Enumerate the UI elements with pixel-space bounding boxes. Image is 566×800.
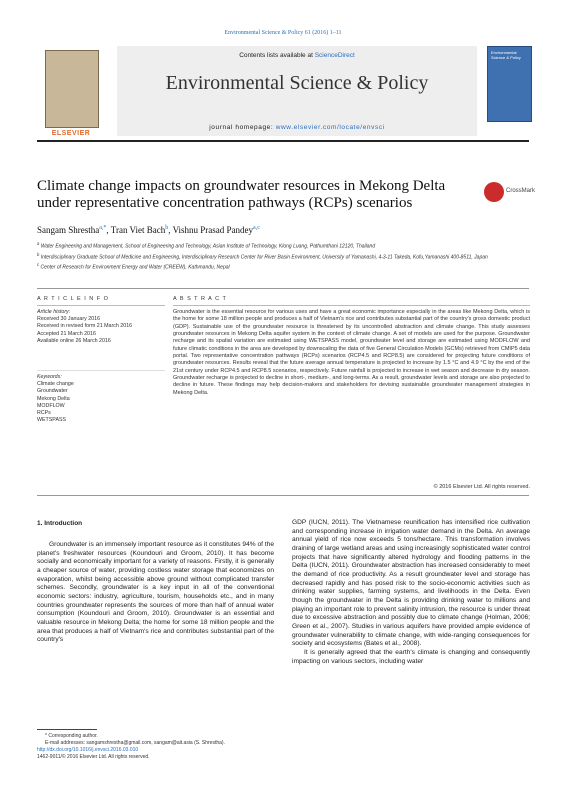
crossmark-icon xyxy=(484,182,504,202)
keyword: Mekong Delta xyxy=(37,395,70,402)
history-item: Accepted 21 March 2016 xyxy=(37,330,96,337)
homepage-line xyxy=(117,124,477,131)
publisher-logo-text: ELSEVIER xyxy=(51,130,91,137)
homepage-prefix: journal homepage: xyxy=(209,124,276,131)
section-divider xyxy=(37,288,529,289)
doi-link[interactable]: http://dx.doi.org/10.1016/j.envsci.2016.03.010 xyxy=(37,747,139,753)
affiliation xyxy=(37,240,537,251)
history-list xyxy=(37,316,165,345)
keyword: Groundwater xyxy=(37,388,68,395)
crossmark-badge[interactable] xyxy=(484,182,536,204)
corresponding-author-note: * Corresponding author. xyxy=(45,733,98,739)
abstract-heading: A B S T R A C T xyxy=(173,296,227,302)
affiliation-text: Water Engineering and Management, School of Engineering and Technology, Asian Institute of Technology, Klong Luang, Pathumthani 12120, Thailand xyxy=(39,243,376,250)
keyword: WETSPASS xyxy=(37,417,67,424)
keyword: MODFLOW xyxy=(37,402,65,409)
article-history xyxy=(37,309,165,345)
keyword: RCPs xyxy=(37,410,51,417)
affiliation xyxy=(37,251,537,262)
affiliation-list xyxy=(37,240,537,272)
history-item: Available online 26 March 2016 xyxy=(37,337,111,344)
elsevier-logo xyxy=(37,46,105,146)
contents-prefix: Contents lists available at xyxy=(239,52,315,59)
author-affiliation-mark[interactable]: a,c xyxy=(253,225,260,231)
author-name: Vishnu Prasad Pandey xyxy=(172,225,254,235)
email-note[interactable]: E-mail addresses: sangamshrestha@gmail.com, sangam@ait.asia (S. Shrestha). xyxy=(45,740,225,746)
footnotes xyxy=(37,733,287,761)
introduction-left-column: Groundwater is an immensely important resource as it constitutes 94% of the planet's freshwater resources (Koundouri and Groom, 2010). It has become socially and economically important for a variety of reasons. Firstly, it is generally a cheaper source of water, providing costless water storage that economizes on evaporation, whilst being accessible above ground without complicated transfer schemes. Secondly, groundwater is a key input in all of the conventional economic sectors: industry, agriculture, tourism, households etc., and in many countries groundwater represents the sources of more than half of annual water consumption (Koundouri and Groom, 2010). Groundwater is an essential and valuable resource in Mekong Delta; the home for some 18 million people and the area that produces a half of Vietnam's rice and contributes substantial part of the country's xyxy=(37,541,274,644)
footnote-divider xyxy=(37,729,97,730)
introduction-paragraph: GDP (IUCN, 2011). The Vietnamese reunification has intensified rice cultivation and corresponding increase in irrigation water demand in the Delta. An average annual yield of rice now exceeds 5 tons/hectare. This transformation involves draining of large wetland areas and using increasingly sophisticated water control projects that have significantly altered hydrology and flooding patterns in the Delta (IUCN, 2011). Groundwater abstraction has increased considerably to meet the demand of rice productivity. As a result groundwater level and storage has decreased rapidly and has posed risk to the socio-economic activities such as drinking water supplies, farming systems, and livelihoods in the Delta. Even though the groundwater in the Delta is providing drinking water to millions and playing an important role to prevent salinity intrusion, the resource is under threat due to excessive abstraction and possibly due to climate change (Holman, 2006; Green et al., 2007). Studies in various aquifers have provided ample evidence of groundwater vulnerability to climate change, with wide-ranging consequences for society and ecosystems (Bates et al., 2008). xyxy=(292,519,530,648)
body-divider xyxy=(37,495,529,496)
homepage-link[interactable]: www.elsevier.com/locate/envsci xyxy=(275,124,385,131)
affiliation-mark: a xyxy=(37,241,40,246)
journal-cover-thumbnail xyxy=(487,46,532,122)
cover-text: Environmental Science & Policy xyxy=(491,50,521,60)
contents-line xyxy=(117,52,477,59)
history-item: Received 30 January 2016 xyxy=(37,316,101,323)
sciencedirect-link[interactable]: ScienceDirect xyxy=(314,52,355,59)
author-separator: , xyxy=(168,225,173,235)
affiliation-mark: c xyxy=(37,262,40,268)
article-info-divider xyxy=(37,305,165,306)
author-list xyxy=(37,225,260,235)
abstract-divider xyxy=(173,305,530,306)
keywords-block xyxy=(37,370,165,424)
keyword: Climate change xyxy=(37,381,74,388)
journal-reference[interactable]: Environmental Science & Policy 61 (2016) 1–11 xyxy=(224,30,342,36)
affiliation xyxy=(37,261,537,272)
introduction-heading: 1. Introduction xyxy=(37,520,83,527)
author-name: Sangam Shrestha xyxy=(37,225,100,235)
introduction-right-column xyxy=(292,519,530,666)
affiliation-text: Center of Research for Environment Energy and Water (CREEW), Kathmandu, Nepal xyxy=(39,264,230,271)
tree-logo-icon xyxy=(45,50,99,128)
copyright-notice: © 2016 Elsevier Ltd. All rights reserved. xyxy=(433,484,530,490)
author-name: Tran Viet Bach xyxy=(110,225,166,235)
history-item: Received in revised form 21 March 2016 xyxy=(37,323,133,330)
affiliation-mark: b xyxy=(37,251,40,257)
author-separator: , xyxy=(106,225,111,235)
author-affiliation-mark[interactable]: a,* xyxy=(99,225,107,231)
introduction-paragraph: It is generally agreed that the earth's climate is changing and consequently impacting on various sectors, including water xyxy=(292,648,530,665)
affiliation-text: Interdisciplinary Graduate School of Medicine and Engineering, Interdisciplinary Research Center for River Basin Environment, University of Yamanashi, 4-3-11 Takeda, Kofu,Yamanashi 400-8511, Japan xyxy=(39,254,488,261)
issn-line: 1462-9011/© 2016 Elsevier Ltd. All rights reserved. xyxy=(37,754,150,760)
header-divider xyxy=(37,140,529,142)
journal-banner xyxy=(117,46,477,136)
abstract-text: Groundwater is the essential resource for various uses and have a great economic importance especially in the areas like Mekong Delta, which is the home for some 18 million people and produces a half of Vietnam's rice and contributes substantial part of the country's gross domestic product (GDP). Sustainable use of the groundwater resource is threatened by its uncontrolled abstraction and climate change. This study assesses groundwater resources in Mekong Delta aquifer system in the context of climate change. A set of models are used for the purpose. Groundwater recharge and its spatial variation are estimated using WETSPASS model, groundwater level and storage are estimated using MODFLOW and future climatic conditions in the area are developed by downscaling the data of five General Circulation Models (GCMs) retrieved from CMIP5 data portal. Two representative concentration pathways (RCPs) scenarios (RCP4.5 and RCP8.5) are considered for projecting future conditions of groundwater resources. Results reveal that the future average annual temperature is projected to increase by 1.5 °C and 4.9 °C by the end of the 21st century under RCP4.5 and RCP8.5 scenarios, respectively. Future rainfall is projected to increase in wet season and decrease in dry season. Groundwater recharge is projected to decline in short-, medium-, and long-terms. As a result, groundwater levels and storage are also projected to decline in future. These findings may help decision-makers and stakeholders for devising sustainable groundwater management strategies in Mekong Delta. xyxy=(173,309,530,396)
crossmark-label: CrossMark xyxy=(506,188,536,194)
keywords-label: Keywords: xyxy=(37,374,62,380)
history-label: Article history: xyxy=(37,309,71,315)
journal-masthead xyxy=(37,46,529,150)
author-affiliation-mark[interactable]: b xyxy=(165,225,169,231)
journal-title: Environmental Science & Policy xyxy=(165,72,429,94)
article-title: Climate change impacts on groundwater resources in Mekong Delta under representative concentration pathways (RCPs) scenarios xyxy=(37,178,446,211)
article-info-heading: A R T I C L E I N F O xyxy=(37,296,109,302)
keyword-list xyxy=(37,381,165,424)
